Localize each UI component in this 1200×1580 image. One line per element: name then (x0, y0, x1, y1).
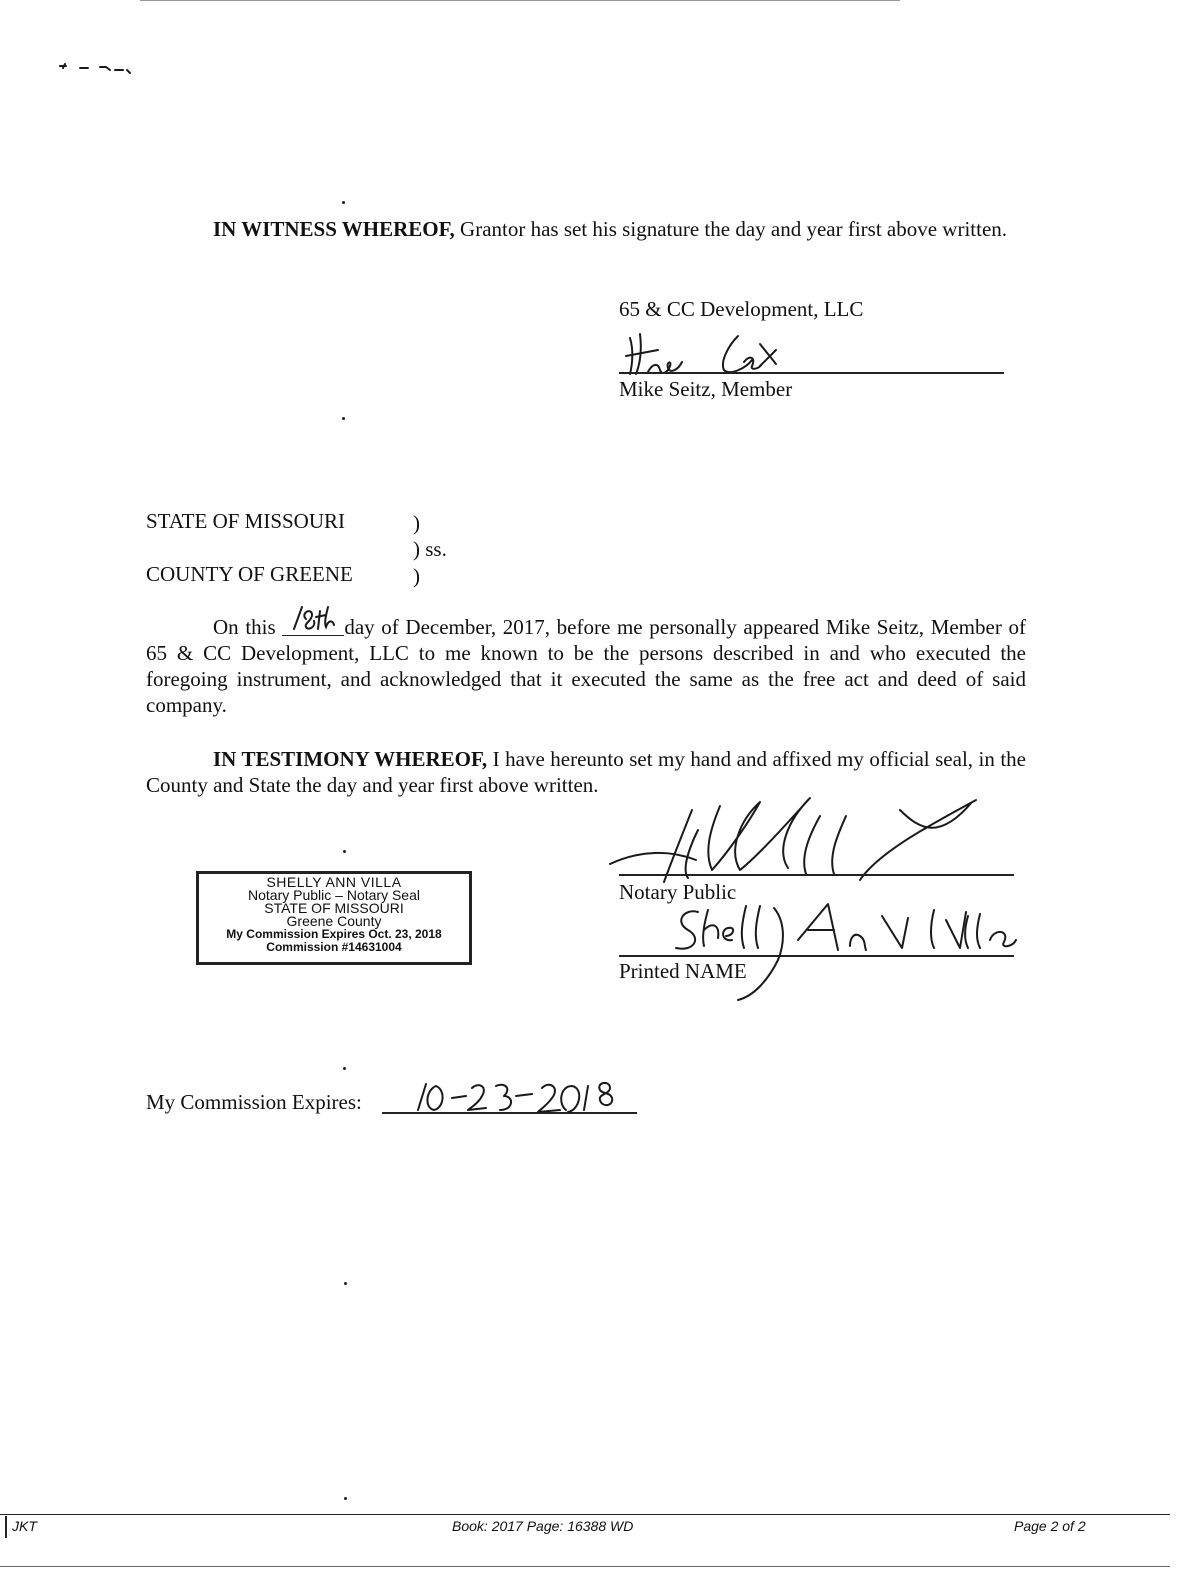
scan-dot (343, 1067, 346, 1070)
footer-book-page: Book: 2017 Page: 16388 WD (452, 1518, 634, 1534)
witness-paragraph (146, 216, 1026, 242)
footer-page-of: Page 2 of 2 (1014, 1518, 1086, 1534)
venue-paren-1: ) (413, 511, 420, 535)
seal-name: SHELLY ANN VILLA (266, 874, 402, 890)
footer-initials: JKT (12, 1518, 37, 1534)
footer-bottom-rule (0, 1566, 1170, 1567)
notary-seal-stamp (196, 871, 472, 965)
notary-printed-name-handwritten (668, 900, 1018, 1002)
seal-county: Greene County (286, 913, 382, 929)
printed-name-label: Printed NAME (619, 959, 747, 983)
acknowledgment-post: day of December, 2017, before me personally appeared Mike Seitz, Member of 65 & CC Development, LLC to me known to be the persons described in and who executed the foregoing instrument, and acknowledged that it executed the same as the free act and deed of said company. (146, 615, 1026, 717)
acknowledgment-paragraph (146, 614, 1026, 718)
seal-state: STATE OF MISSOURI (264, 900, 404, 916)
scan-marks (55, 58, 145, 78)
seal-expires: My Commission Expires Oct. 23, 2018 (226, 927, 442, 941)
acknowledgment-day (282, 615, 344, 636)
footer-left-tick (5, 1516, 7, 1538)
witness-lead: IN WITNESS WHEREOF, (213, 217, 455, 241)
testimony-text: I have hereunto set my hand and affixed my official seal, in the County and State the day and year first above written. (146, 747, 1026, 797)
footer-rule (0, 1514, 1170, 1515)
seal-commission: Commission #14631004 (266, 940, 402, 954)
grantor-signer: Mike Seitz, Member (619, 377, 793, 401)
seal-title: Notary Public – Notary Seal (248, 887, 420, 903)
venue-state: STATE OF MISSOURI (146, 509, 346, 533)
handwritten-day-18th (284, 601, 344, 635)
scan-dot (343, 850, 346, 853)
venue-county: COUNTY OF GREENE (146, 562, 353, 586)
scan-top-edge (140, 0, 900, 1)
grantor-company: 65 & CC Development, LLC (619, 297, 864, 321)
witness-text: Grantor has set his signature the day and year first above written. (454, 217, 1008, 241)
scan-dot (344, 1282, 347, 1285)
grantor-signature-line (619, 372, 1004, 374)
acknowledgment-pre: On this (213, 615, 283, 639)
notary-signature-line (619, 874, 1014, 876)
grantor-signature (620, 326, 800, 382)
scan-dot (342, 201, 345, 204)
commission-label: My Commission Expires: (146, 1090, 362, 1114)
scan-dot (344, 1497, 347, 1500)
handwritten-commission-date (404, 1078, 644, 1118)
venue-paren-3: ) (413, 564, 420, 588)
notary-title: Notary Public (619, 880, 737, 904)
scan-dot (342, 417, 345, 420)
printed-name-line (619, 955, 1014, 957)
venue-paren-ss: ) ss. (413, 537, 447, 561)
testimony-lead: IN TESTIMONY WHEREOF, (213, 747, 488, 771)
